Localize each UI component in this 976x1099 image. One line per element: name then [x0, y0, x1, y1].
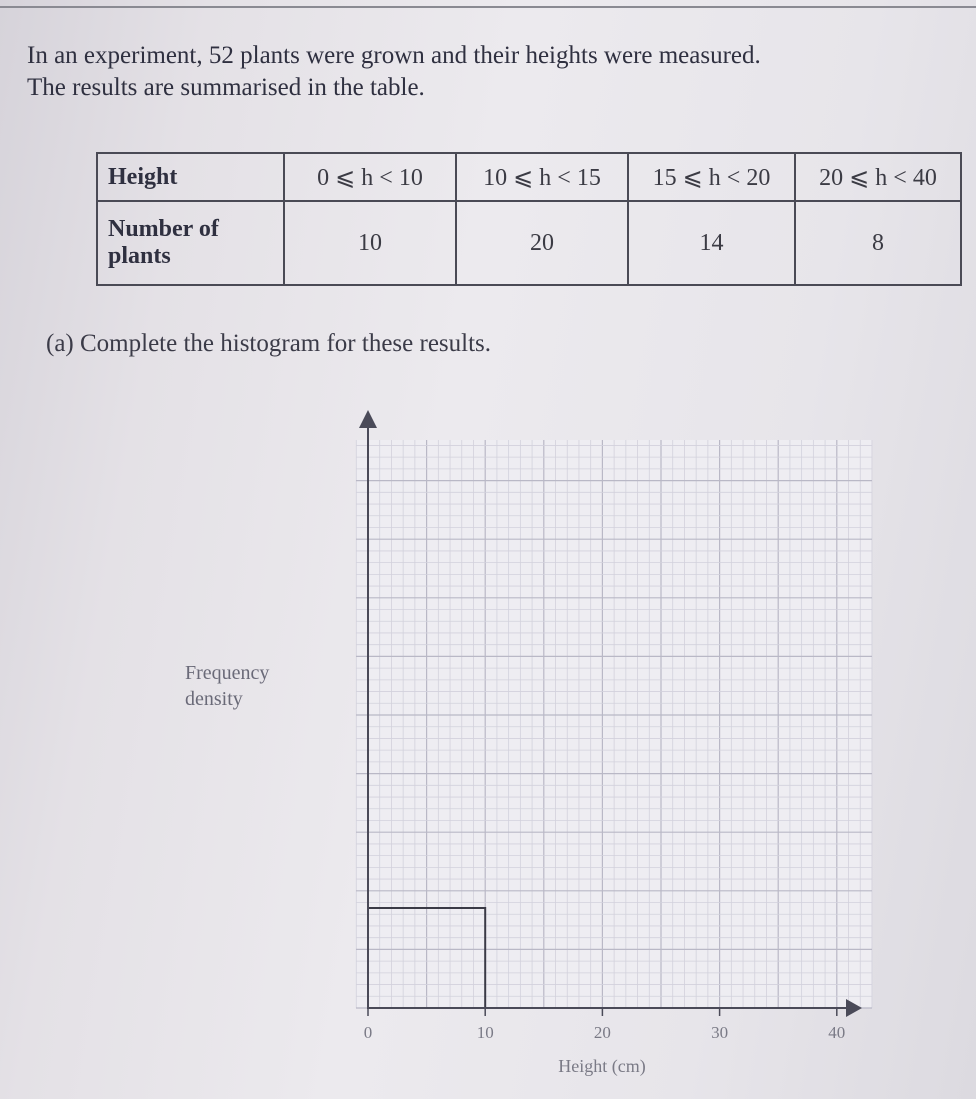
- x-tick-label: 40: [828, 1023, 846, 1042]
- count-cell: 10: [284, 201, 456, 285]
- x-tick-label: 30: [711, 1023, 729, 1042]
- tick-labels-group: [364, 1008, 846, 1042]
- interval-cell: 15 ⩽ h < 20: [628, 153, 795, 201]
- question-part-a: (a) Complete the histogram for these results.: [46, 330, 492, 357]
- table-header-count: Number of plants: [97, 201, 284, 285]
- intro-line-1: In an experiment, 52 plants were grown and their heights were measured.: [27, 42, 761, 69]
- y-axis-label-line-1: Frequency: [185, 662, 270, 684]
- count-cell: 14: [628, 201, 795, 285]
- interval-cell: 10 ⩽ h < 15: [456, 153, 628, 201]
- y-axis-label-line-2: density: [185, 688, 243, 710]
- x-tick-label: 0: [363, 1023, 373, 1042]
- interval-cell: 0 ⩽ h < 10: [284, 153, 456, 201]
- table-header-height: Height: [97, 153, 284, 201]
- count-cell: 8: [795, 201, 961, 285]
- intro-line-2: The results are summarised in the table.: [27, 74, 425, 101]
- x-axis-label: Height (cm): [558, 1056, 646, 1076]
- count-cell: 20: [456, 201, 628, 285]
- y-axis-arrow: [359, 410, 377, 428]
- x-tick-label: 20: [593, 1023, 611, 1042]
- x-tick-label: 10: [476, 1023, 494, 1042]
- interval-cell: 20 ⩽ h < 40: [795, 153, 961, 201]
- grid-paper: [356, 440, 872, 1008]
